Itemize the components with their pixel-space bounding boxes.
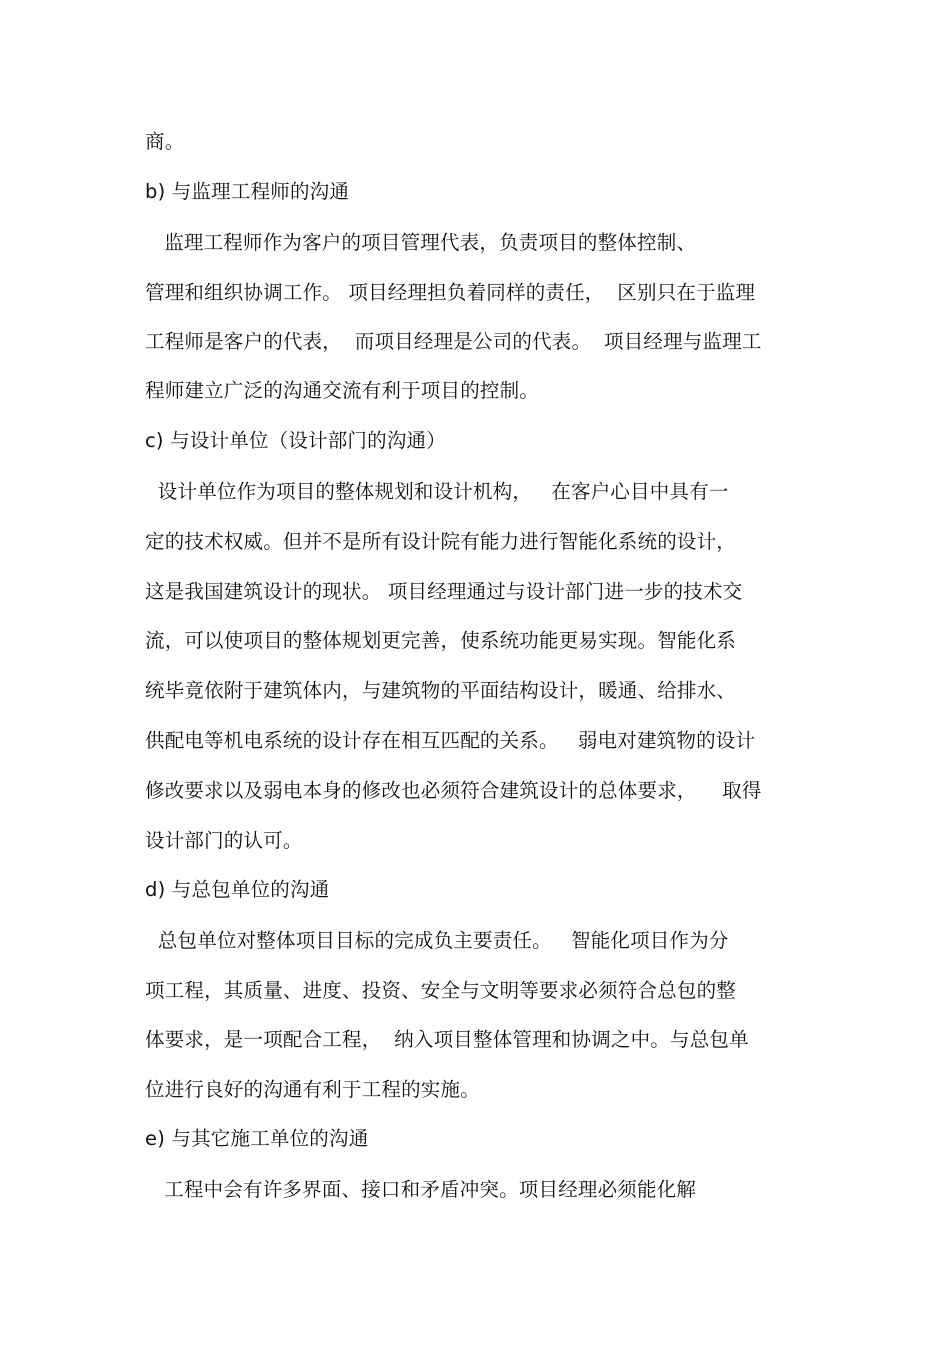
paragraph-line: 设计单位作为项目的整体规划和设计机构， 在客户心目中具有一	[145, 480, 729, 503]
paragraph-line: 程师建立广泛的沟通交流有利于项目的控制。	[145, 379, 540, 402]
paragraph-line: 流，可以使项目的整体规划更完善，使系统功能更易实现。智能化系	[145, 629, 737, 652]
paragraph-line: 工程中会有许多界面、接口和矛盾冲突。项目经理必须能化解	[145, 1178, 697, 1201]
paragraph-line: 设计部门的认可。	[145, 829, 303, 852]
paragraph-line: 总包单位对整体项目目标的完成负主要责任。 智能化项目作为分	[145, 929, 729, 952]
paragraph-line: 位进行良好的沟通有利于工程的实施。	[145, 1078, 480, 1101]
section-heading-e: e) 与其它施工单位的沟通	[145, 1127, 369, 1150]
paragraph-line: 商。	[145, 130, 185, 153]
paragraph-line: 体要求，是一项配合工程， 纳入项目整体管理和协调之中。与总包单	[145, 1028, 749, 1051]
section-heading-b: b) 与监理工程师的沟通	[145, 180, 350, 203]
paragraph-line: 供配电等机电系统的设计存在相互匹配的关系。 弱电对建筑物的设计	[145, 729, 756, 752]
paragraph-line: 统毕竟依附于建筑体内，与建筑物的平面结构设计，暖通、给排水、	[145, 679, 737, 702]
paragraph-line: 项工程，其质量、进度、投资、安全与文明等要求必须符合总包的整	[145, 979, 737, 1002]
paragraph-line: 监理工程师作为客户的项目管理代表，负责项目的整体控制、	[145, 231, 697, 254]
section-heading-d: d) 与总包单位的沟通	[145, 878, 330, 901]
paragraph-line: 管理和组织协调工作。 项目经理担负着同样的责任， 区别只在于监理	[145, 281, 756, 304]
paragraph-line: 这是我国建筑设计的现状。 项目经理通过与设计部门进一步的技术交	[145, 580, 743, 603]
paragraph-line: 工程师是客户的代表， 而项目经理是公司的代表。 项目经理与监理工	[145, 330, 762, 353]
paragraph-line: 修改要求以及弱电本身的修改也必须符合建筑设计的总体要求， 取得	[145, 779, 762, 802]
paragraph-line: 定的技术权威。但并不是所有设计院有能力进行智能化系统的设计，	[145, 530, 737, 553]
section-heading-c: c) 与设计单位（设计部门的沟通）	[145, 429, 446, 452]
